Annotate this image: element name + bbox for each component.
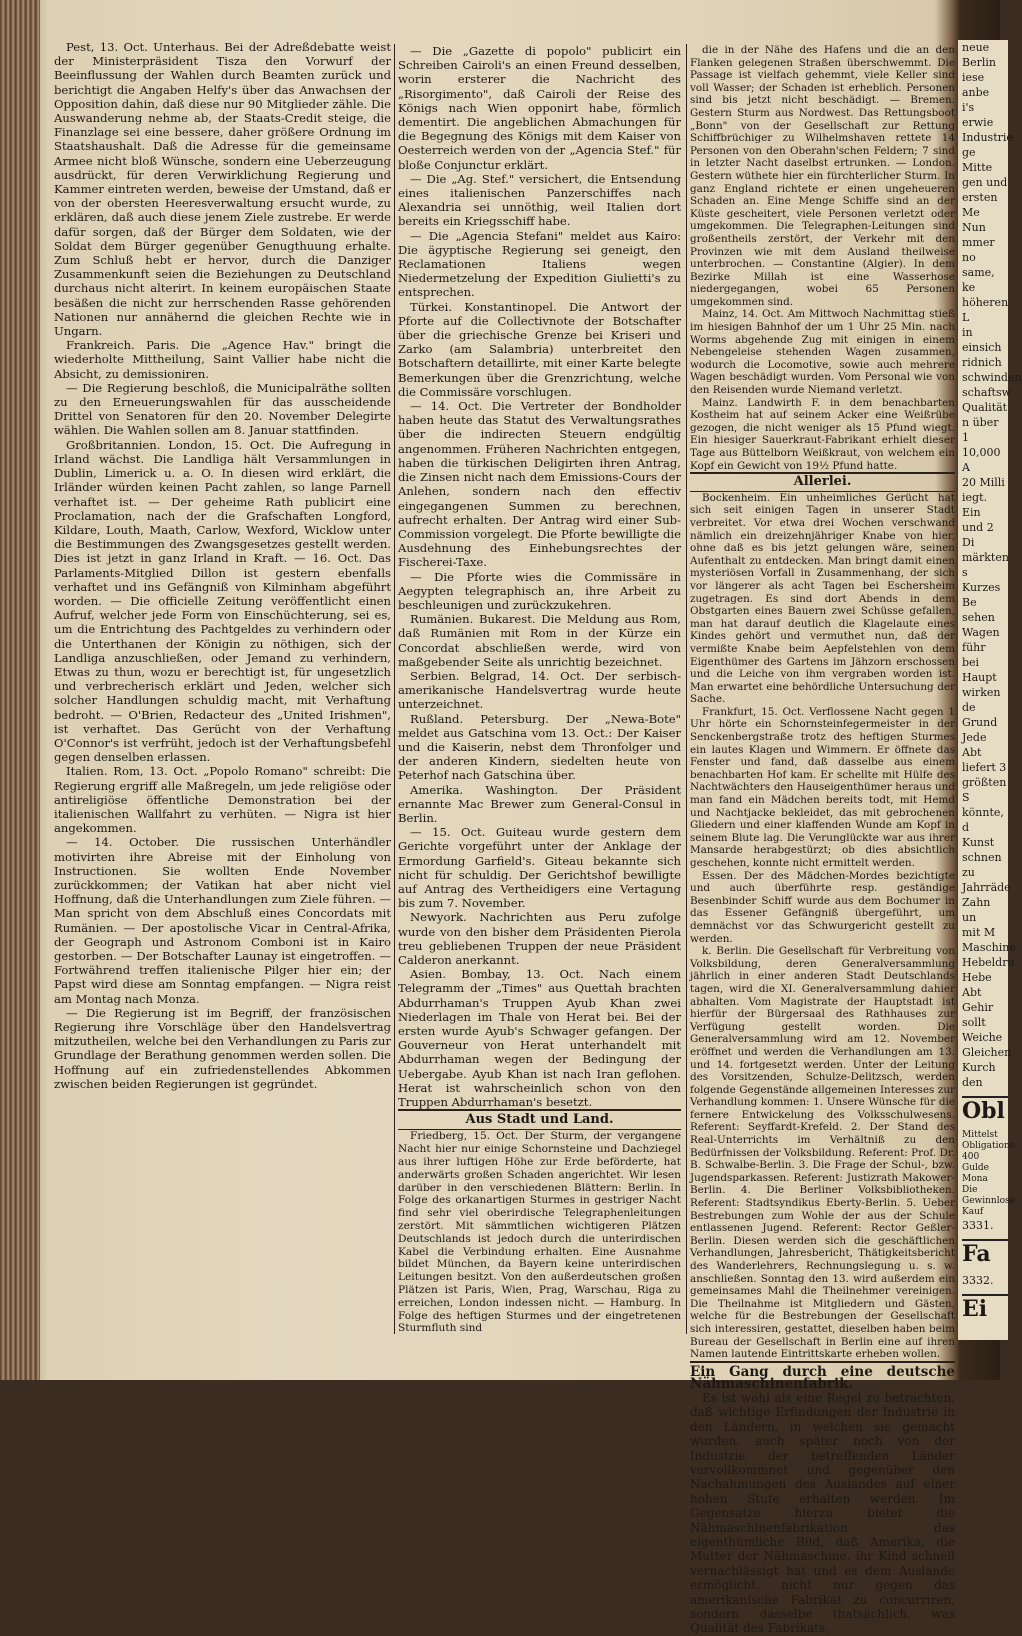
next-page-line: Hebe Abt — [962, 971, 992, 999]
next-page-ad-line: Mittelst — [962, 1130, 998, 1140]
next-page-line: und 2 Di — [962, 521, 994, 549]
next-page-ad-line: Die — [962, 1185, 978, 1195]
article-paragraph: Asien. Bombay, 13. Oct. Nach einem Telegramm der „Times" aus Quettah brachten Abdurrhaman's Truppen Ayub Khan zwei Niederlagen im Thale von Herat bei. Bei der ersten wurde Ayub's Schwager gefangen. Der Gouverneur von Herat unterhandelt mit Abdurrhaman wegen der Bedingung der Uebergabe. Ayub Khan ist nach Iran geflohen. Herat ist wahrscheinlich schon von den Truppen Abdurrhaman's besetzt. — [398, 967, 681, 1110]
next-page-line: Kurch den — [962, 1061, 996, 1089]
next-page-line: gen und — [962, 176, 1008, 189]
next-page-edge — [958, 40, 1022, 1340]
next-page-line: Industrie — [962, 131, 1013, 144]
next-page-line: i's erwie — [962, 101, 994, 129]
next-page-ad-line: 400 Gulde — [962, 1152, 989, 1173]
column-1 — [54, 40, 391, 1330]
next-page-line: schnen zu — [962, 851, 1002, 879]
article-paragraph: — Die „Ag. Stef." versichert, die Entsendung eines italienischen Panzerschiffes nach Alexandria sei unnöthig, weil Italien dort bereits ein Kriegsschiff habe. — [398, 171, 681, 229]
next-page-line: mmer no — [962, 236, 995, 264]
next-page-ad-number: 3332. — [962, 1274, 994, 1287]
section-heading-allerlei: Allerlei. — [690, 472, 955, 492]
article-paragraph: Mainz, 14. Oct. Am Mittwoch Nachmittag stieß im hiesigen Bahnhof der um 1 Uhr 25 Min. nach Worms abgehende Zug mit einigen in einem Nebengeleise stehenden Wagen zusammen, wodurch die Locomotive, sowie auch mehrere Wagen beschädigt wurden. Vom Personal wie von den Reisenden wurde Niemand verletzt. — [690, 308, 955, 397]
article-paragraph: Friedberg, 15. Oct. Der Sturm, der vergangene Nacht hier nur einige Schornsteine und Dachziegel aus ihrer luftigen Höhe zur Erde beförderte, hat anderwärts großen Schaden angerichtet. Wir lesen darüber in den verschiedenen Blättern: Berlin. In Folge des orkanartigen Sturmes in gestriger Nacht find sehr viel oberirdische Telegraphenleitungen zerstört. Mit sämmtlichen wichtigeren Plätzen Deutschlands ist jedoch durch die unterirdischen Kabel die Verbindung erhalten. Eine Ausnahme bildet München, da Bayern keine unterirdischen Leitungen besitzt. Von den außerdeutschen großen Plätzen ist Paris, Wien, Prag, Warschau, Riga zu erreichen, London indessen nicht. — Hamburg. In Folge des heftigen Sturmes und der eingetretenen Sturmfluth sind — [398, 1130, 681, 1335]
next-page-line: könnte, d — [962, 806, 1004, 834]
next-page-line: Hebeldru — [962, 956, 1015, 969]
column-2 — [398, 44, 681, 1334]
article-paragraph: Pest, 13. Oct. Unterhaus. Bei der Adreßdebatte weist der Ministerpräsident Tisza den Vorwurf der Beeinflussung der Wahlen durch Beamten zurück und berichtigt die Angaben Helfy's über das Anwachsen der Opposition dahin, daß diese nur 90 Mitglieder zähle. Die Auswanderung nehme ab, der Staats-Credit steige, die Finanzlage sei eine bessere, daher größere Ordnung im Staatshaushalt. Daß die Adresse für die gemeinsame Armee nicht bloß Wünsche, sondern eine Ueberzeugung ausdrückt, für deren Verwirklichung Regierung und Kammer eintreten werden, beweise der Umstand, daß er von der obersten Heeresverwaltung ersucht wurde, zu erklären, daß auch diese jenem Ziele zustrebe. Er werde dafür sorgen, daß der Bürger dem Soldaten, wie der Soldat dem Bürger gegenüber Genugthuung erhalte. Zum Schluß hebt er hervor, durch die Danziger Zusammenkunft seien die Beziehungen zu Deutschland durchaus nicht alterirt. In keinem europäischen Staate besäßen die nicht zur herrschenden Rasse gehörenden Nationen nur annähernd die gleichen Rechte wie in Ungarn. — [54, 40, 391, 339]
next-page-line: höheren L — [962, 296, 1009, 324]
next-page-line: Jahrräde — [962, 881, 1011, 894]
next-page-line: in einsich — [962, 326, 1002, 354]
next-page-line: Jede Abt — [962, 731, 987, 759]
next-page-line: ersten Me — [962, 191, 998, 219]
next-page-ad-line: Mona — [962, 1174, 988, 1184]
column-3 — [690, 44, 955, 1636]
next-page-line: Gehir sollt — [962, 1001, 994, 1029]
next-page-line: iegt. Ein — [962, 491, 987, 519]
article-paragraph: — 14. October. Die russischen Unterhändler motivirten ihre Abreise mit der Einholung von Instructionen. Sie wollten Ende November zurückkommen; der Vatikan hat aber nicht viel Hoffnung, daß die Unterhandlungen zum Ziele führen. — Man spricht von dem Abschluß eines Concordats mit Rumänien. — Der apostolische Vicar in Central-Afrika, der Geograph und Astronom Comboni ist in Kairo gestorben. — Der Botschafter Launay ist eingetroffen. — Fortwährend treffen italienische Pilger hier ein; der Papst wird diese am Sonntag empfangen. — Nigra reist am Montag nach Monza. — [54, 835, 391, 1006]
next-page-line: same, ke — [962, 266, 995, 294]
article-paragraph: Bockenheim. Ein unheimliches Gerücht hat sich seit einigen Tagen in unserer Stadt verbreitet. Vor etwa drei Wochen verschwand nämlich ein dreizehnjähriger Knabe von hier, ohne daß es bis jetzt gelungen wäre, seinen Aufenthalt zu entdecken. Man bringt damit einen mysteriösen Vorfall in Zusammenhang, der sich vor längerer als acht Tagen bei Eschersheim zugetragen. Es sind dort Abends in dem Obstgarten eines Bauern zwei Schüsse gefallen, man hat darauf deutlich die Klagelaute eines Kindes gehört und vermuthet nun, daß der vermißte Knabe beim Aepfelstehlen von dem Eigenthümer des Gartens im Jähzorn erschossen und die Leiche von ihm vergraben worden ist. Man erwartet eine behördliche Untersuchung der Sache. — [690, 491, 955, 706]
next-page-line: n über 1 — [962, 416, 999, 444]
next-page-line: bei Haupt — [962, 656, 997, 684]
next-page-line: Weiche — [962, 1031, 1003, 1044]
next-page-ad-heading: Fa — [962, 1239, 1008, 1267]
column-rule — [394, 44, 395, 1334]
next-page-line: liefert 3 — [962, 761, 1007, 774]
column-rule — [686, 44, 687, 1334]
next-page-line: schwinden — [962, 371, 1022, 384]
book-spine — [0, 0, 40, 1380]
next-page-line: wirken de — [962, 686, 1001, 714]
article-paragraph: — 14. Oct. Die Vertreter der Bondholder haben heute das Statut des Verwaltungsrathes über die indirecten Steuern endgültig angenommen. Früheren Nachrichten entgegen, haben die türkischen Deligirten ihren Antrag, die Zinsen nicht nach dem Emissions-Cours der Anlehen, sondern nach den effectiv eingegangenen Summen zu berechnen, aufrecht erhalten. Der Antrag wird einer Sub-Commission vorgelegt. Die Pforte bewilligte die Ausdehnung des Einhebungsrechtes der Fischerei-Taxe. — [398, 399, 681, 570]
article-paragraph: Rumänien. Bukarest. Die Meldung aus Rom, daß Rumänien mit Rom in der Kürze ein Concordat abschließen werde, wird von maßgebender Seite als unrichtig bezeichnet. — [398, 612, 681, 669]
article-paragraph: Frankreich. Paris. Die „Agence Hav." bringt die wiederholte Mittheilung, Saint Vallier habe nicht die Absicht, zu demissioniren. — [54, 338, 391, 381]
next-page-line: ge Mitte — [962, 146, 993, 174]
next-page-line: Zahn un — [962, 896, 991, 924]
next-page-line: iese anbe — [962, 71, 990, 99]
article-paragraph: — Die „Gazette di popolo" publicirt ein Schreiben Cairoli's an einen Freund desselben, worin ersterer die Nachricht des „Risorgimento", daß Cairoli der Reise des Königs nach Wien opponirt habe, förmlich dementirt. Die angeblichen Abmachungen für die Begegnung des Königs mit dem Kaiser von Oesterreich werden von der „Agencia Stef." für bloße Conjunctur erklärt. — [398, 44, 681, 172]
article-paragraph: Amerika. Washington. Der Präsident ernannte Mac Brewer zum General-Consul in Berlin. — [398, 782, 681, 825]
next-page-line: Nun — [962, 221, 986, 234]
article-paragraph: die in der Nähe des Hafens und die an den Flanken gelegenen Straßen überschwemmt. Die Passage ist vielfach gehemmt, viele Keller sind voll Wasser; der Schaden ist erheblich. Personen sind bis jetzt nicht beschädigt. — Bremen. Gestern Sturm aus Nordwest. Das Rettungsboot „Bonn" von der Gesellschaft zur Rettung Schiffbrüchiger zu Wilhelmshaven rettete 14 Personen von den Oberahn'schen Feldern; 7 sind in letzter Nacht daselbst ertrunken. — London. Gestern wüthete hier ein fürchterlicher Sturm. In ganz England richtete er einen ungeheueren Schaden an. Eine Menge Schiffe sind an der Küste gescheitert, viele Personen verletzt oder umgekommen. Die Telegraphen-Leitungen sind großentheils zerstört, der Verkehr mit den Provinzen wie mit dem Ausland theilweise unterbrochen. — Constantine (Algier). In dem Bezirke Millah ist eine Wasserhose niedergegangen, wobei 65 Personen umgekommen sind. — [690, 44, 955, 308]
article-paragraph: Newyork. Nachrichten aus Peru zufolge wurde von den bisher dem Präsidenten Pierola treu gebliebenen Truppen der neue Präsident Calderon anerkannt. — [398, 910, 681, 967]
feature-heading: Ein Gang durch eine deutsche Nähmaschinenfabrik. — [690, 1361, 955, 1391]
article-paragraph: — Die Pforte wies die Commissäre in Aegypten telegraphisch an, ihre Arbeit zu beschleunigen und zurückzukehren. — [398, 569, 681, 612]
next-page-ad-heading: Obl — [962, 1096, 1008, 1124]
next-page-line: Wagen führ — [962, 626, 1000, 654]
section-heading-stadt-land: Aus Stadt und Land. — [398, 1109, 681, 1130]
next-page-line: Maschine — [962, 941, 1016, 954]
next-page-line: märkten s — [962, 551, 1009, 579]
article-paragraph: Serbien. Belgrad, 14. Oct. Der serbisch-amerikanische Handelsvertrag wurde heute unterzeichnet. — [398, 668, 681, 712]
next-page-line: ridnich — [962, 356, 1002, 369]
next-page-line: sehen — [962, 611, 995, 624]
article-paragraph: — Die Regierung ist im Begriff, der französischen Regierung ihre Vorschläge über den Handelsvertrag mitzutheilen, welche bei den Verhandlungen zu Paris zur Grundlage der Berathung genommen werden sollen. Die Hoffnung auf ein zufriedenstellendes Abkommen zwischen beiden Regierungen ist gegründet. — [54, 1005, 391, 1091]
article-paragraph: — Die „Agencia Stefani" meldet aus Kairo: Die ägyptische Regierung sei geneigt, den Reclamationen Italiens wegen Niedermetzelung der Expedition Giulietti's zu entsprechen. — [398, 228, 681, 300]
next-page-line: 10,000 A — [962, 446, 1001, 474]
next-page-ad-heading: Ei — [962, 1294, 1008, 1322]
next-page-line: mit M — [962, 926, 996, 939]
next-page-ad-number: 3331. — [962, 1219, 994, 1232]
next-page-line: neue Berlin — [962, 41, 996, 69]
next-page-ad-line: Obligatione — [962, 1141, 1016, 1151]
next-page-ad-line: Gewinnlose — [962, 1196, 1015, 1206]
next-page-line: Grund — [962, 716, 998, 729]
article-paragraph: Frankfurt, 15. Oct. Verflossene Nacht gegen 1 Uhr hörte ein Schornsteinfegermeister in der Senckenbergstraße trotz des heftigen Sturmes ein lautes Klagen und Wimmern. Er öffnete das Fenster und fand, daß dasselbe aus einem benachbarten Hof kam. Er schellte mit Hülfe des Nachtwächters den Hauseigenthümer heraus und man fand ein Mädchen bereits todt, mit Hemd und Nachtjacke bekleidet, das mit gebrochenen Gliedern und einer klaffenden Wunde am Kopf in seinem Blute lag. Die Verunglückte war aus ihrer Mansarde herabgestürzt; ob dies absichtlich geschehen, konnte nicht ermittelt werden. — [690, 705, 955, 869]
article-paragraph: Essen. Der des Mädchen-Mordes bezichtigte und auch überführte resp. geständige Besenbinder Schiff wurde aus dem Bochumer in das Essener Gefängniß übergeführt, um demnächst vor das Schwurgericht gestellt zu werden. — [690, 869, 955, 945]
article-paragraph: — Die Regierung beschloß, die Municipalräthe sollten zu den Erneuerungswahlen für das ausscheidende Drittel von Senatoren für den 20. November Delegirte wählen. Die Wahlen sollen am 8. Januar stattfinden. — [54, 380, 391, 438]
article-paragraph: k. Berlin. Die Gesellschaft für Verbreitung von Volksbildung, deren Generalversammlung jährlich in einer anderen Stadt Deutschlands tagen, wird die XI. Generalversammlung dahier abhalten. Vom Magistrate der Hauptstadt ist hierfür der Bürgersaal des Rathhauses zur Verfügung gestellt worden. Die Generalversammlung wird am 12. November eröffnet und werden die Verhandlungen am 13. und 14. fortgesetzt werden. Unter der Leitung des Vorsitzenden, Schulze-Delitzsch, werden folgende Gegenstände allgemeinen Interesses zur Verhandlung kommen: 1. Unsere Wünsche für die fernere Entwickelung des Volksschulwesens. Referent: Seyffardt-Krefeld. 2. Der Stand des Real-Unterrichts im Verhältniß zu den Bedürfnissen der Volksbildung. Referent: Prof. Dr. B. Schwalbe-Berlin. 3. Die Frage der Schul-, bzw. Jugendsparkassen. Referent: Justizrath Makower-Berlin. 4. Die Berliner Volksbibliotheken. Referent: Stadtsyndikus Eberty-Berlin. 5. Ueber Bestrebungen zum Wohle der aus der Schule entlassenen Jugend. Referent: Rector Geßler-Berlin. Diesen werden sich die geschäftlichen Verhandlungen, Jahresbericht, Thätigkeitsbericht des Wanderlehrers, Rechnungslegung u. s. w. anschließen. Sonntag den 13. wird außerdem ein gemeinsames Mahl die Theilnehmer vereinigen. Die Theilnahme ist Mitgliedern und Gästen, welche für die Bestrebungen der Gesellschaft sich interessiren, gestattet, dieselben haben beim Bureau der Gesellschaft in Berlin eine auf ihren Namen lautende Eintrittskarte erheben wollen. — [690, 945, 955, 1361]
next-page-line: 20 Milli — [962, 476, 1005, 489]
next-page-line: Kurzes Be — [962, 581, 1001, 609]
next-page-line: Gleichen — [962, 1046, 1012, 1059]
article-paragraph: Rußland. Petersburg. Der „Newa-Bote" meldet aus Gatschina vom 13. Oct.: Der Kaiser und die Kaiserin, nebst dem Thronfolger und der anderen Kindern, siedelten heute von Peterhof nach Gatschina über. — [398, 711, 681, 783]
article-paragraph: Großbritannien. London, 15. Oct. Die Aufregung in Irland wächst. Die Landliga hält Versammlungen in Dublin, Limerick u. a. O. In diesen wird erklärt, die Irländer würden keinen Pacht zahlen, so lange Parnell verhaftet ist. — Der geheime Rath publicirt eine Proclamation, nach der die Grafschaften Longford, Kildare, Louth, Maath, Carlow, Wexford, Wicklow unter die Bestimmungen des Zwangsgesetzes gestellt werden. Dies ist jetzt in ganz Irland in Kraft. — 16. Oct. Das Parlaments-Mitglied Dillon ist gestern ebenfalls verhaftet und ins Gefängniß von Kilminham abgeführt worden. — Die officielle Zeitung veröffentlicht einen Aufruf, welcher jede Form von Einschüchterung, sei es, um die Entrichtung des Pachtgeldes zu verhindern oder die Unterthanen der Königin zu nöthigen, sich der Landliga anzuschließen, oder Jemand zu verhindern, Etwas zu thun, wozu er berechtigt ist, für ungesetzlich und verbrecherisch erklärt und Jeden, welcher sich solcher Handlungen schuldig macht, mit Verhaftung bedroht. — O'Brien, Redacteur des „United Irishmen", ist verhaftet. Das Gerücht von der Verhaftung O'Connor's ist verfrüht, jedoch ist der Verhaftungsbefehl gegen denselben erlassen. — [54, 437, 391, 765]
next-page-line: Qualität — [962, 401, 1008, 414]
article-paragraph: Italien. Rom, 13. Oct. „Popolo Romano" schreibt: Die Regierung ergriff alle Maßregeln, um jede religiöse oder antireligiöse öffentliche Demonstration bei der italienischen Wallfahrt zu verhüten. — Nigra ist hier angekommen. — [54, 764, 391, 836]
article-paragraph: Mainz. Landwirth F. in dem benachbarten Kostheim hat auf seinem Acker eine Weißrübe gezogen, die nicht weniger als 15 Pfund wiegt. Ein hiesiger Sauerkraut-Fabrikant erhielt dieser Tage aus Büttelborn Weißkraut, von welchem ein Kopf ein Gewicht von 19½ Pfund hatte. — [690, 396, 955, 472]
article-paragraph: — 15. Oct. Guiteau wurde gestern dem Gerichte vorgeführt unter der Anklage der Ermordung Garfield's. Giteau bekannte sich nicht für schuldig. Der Gerichtshof bewilligte auf Antrag des Vertheidigers eine Vertagung bis zum 7. November. — [398, 825, 681, 911]
article-paragraph: Türkei. Konstantinopel. Die Antwort der Pforte auf die Collectivnote der Botschafter über die griechische Grenze bei Kriseri und Zarko (am Salambria) unterbreitet den Botschaftern detaillirte, mit einer Karte belegte Bemerkungen über die Grenzrichtung, welche die Commissäre vorschlugen. — [398, 299, 681, 399]
next-page-line: Kunst — [962, 836, 995, 849]
next-page-ad-line: Kauf — [962, 1207, 984, 1217]
next-page-line: schaftsw — [962, 386, 1012, 399]
next-page-line: größten S — [962, 776, 1007, 804]
feature-paragraph: Es ist wohl als eine Regel zu betrachten, daß wichtige Erfindungen der Industrie in den Ländern, in welchen sie gemacht wurden, auch später noch von der Industrie der betreffenden Länder vervollkommnet und gegenüber den Nachahmungen des Auslandes auf einer hohen Stufe erhalten werden. Im Gegensatze hierzu bietet die Nähmaschinenfabrikation das eigenthümliche Bild, daß Amerika, die Mutter der Nähmaschine, ihr Kind schnell vernachlässigt hat und es dem Auslande ermöglicht, nicht nur gegen das amerikanische Fabrikat zu concurriren, sondern dasselbe thatsächlich, was Qualität des Fabrikats, — [690, 1390, 955, 1636]
